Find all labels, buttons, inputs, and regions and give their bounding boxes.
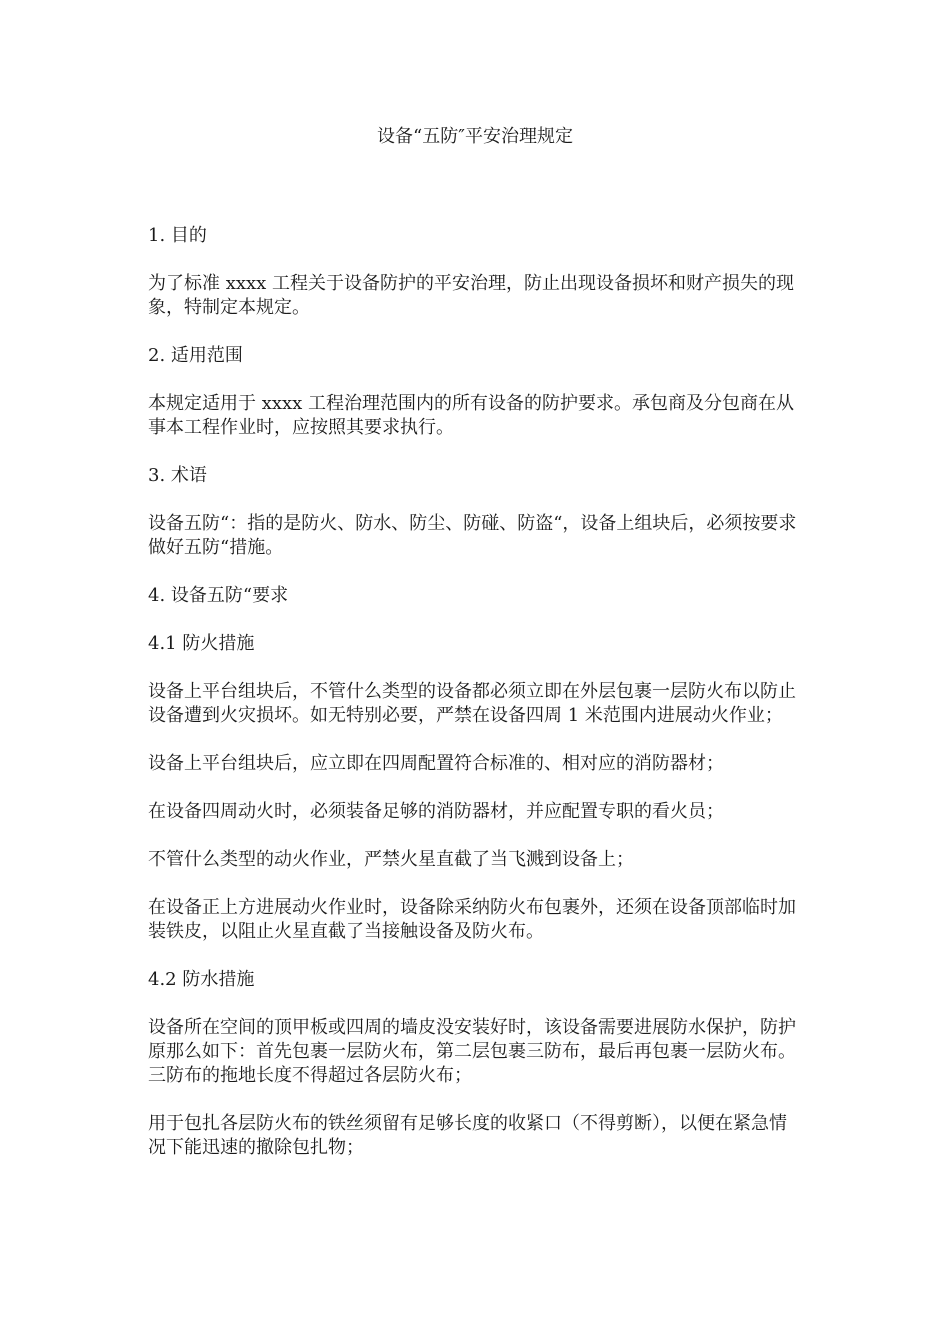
paragraph-water-2: 用于包扎各层防火布的铁丝须留有足够长度的收紧口（不得剪断），以便在紧急情况下能迅速的撤除包扎物；: [148, 1113, 787, 1158]
paragraph-scope: 本规定适用于 xxxx 工程治理范围内的所有设备的防护要求。承包商及分包商在从事本工程作业时，应按照其要求执行。: [148, 393, 795, 438]
document-title: 设备“五防″平安治理规定: [377, 126, 573, 147]
paragraph-fire-1: 设备上平台组块后，不管什么类型的设备都必须立即在外层包裹一层防火布以防止设备遭到火灾损坏。如无特别必要，严禁在设备四周 1 米范围内进展动火作业；: [148, 681, 796, 726]
paragraph-purpose: 为了标准 xxxx 工程关于设备防护的平安治理，防止出现设备损坏和财产损失的现象，特制定本规定。: [148, 273, 795, 318]
paragraph-fire-3: 在设备四周动火时，必须装备足够的消防器材，并应配置专职的看火员；: [148, 801, 724, 822]
paragraph-water-1: 设备所在空间的顶甲板或四周的墙皮没安装好时，该设备需要进展防水保护，防护原那么如下：首先包裹一层防火布，第二层包裹三防布，最后再包裹一层防火布。三防布的拖地长度不得超过各层防火布；: [148, 1017, 796, 1086]
paragraph-fire-5: 在设备正上方进展动火作业时，设备除采纳防火布包裹外，还须在设备顶部临时加装铁皮，以阻止火星直截了当接触设备及防火布。: [148, 897, 796, 942]
paragraph-terms: 设备五防“：指的是防火、防水、防尘、防碰、防盗“，设备上组块后，必须按要求做好五防“措施。: [148, 513, 797, 558]
paragraph-fire-4: 不管什么类型的动火作业，严禁火星直截了当飞溅到设备上；: [148, 849, 634, 870]
section-heading-requirements: 4. 设备五防“要求: [148, 585, 289, 606]
subsection-heading-fire: 4.1 防火措施: [148, 633, 255, 654]
section-heading-scope: 2. 适用范围: [148, 345, 243, 366]
paragraph-fire-2: 设备上平台组块后，应立即在四周配置符合标准的、相对应的消防器材；: [148, 753, 724, 774]
section-heading-purpose: 1. 目的: [148, 225, 207, 246]
section-heading-terms: 3. 术语: [148, 465, 207, 486]
subsection-heading-water: 4.2 防水措施: [148, 969, 255, 990]
document-body: [148, 224, 803, 1184]
